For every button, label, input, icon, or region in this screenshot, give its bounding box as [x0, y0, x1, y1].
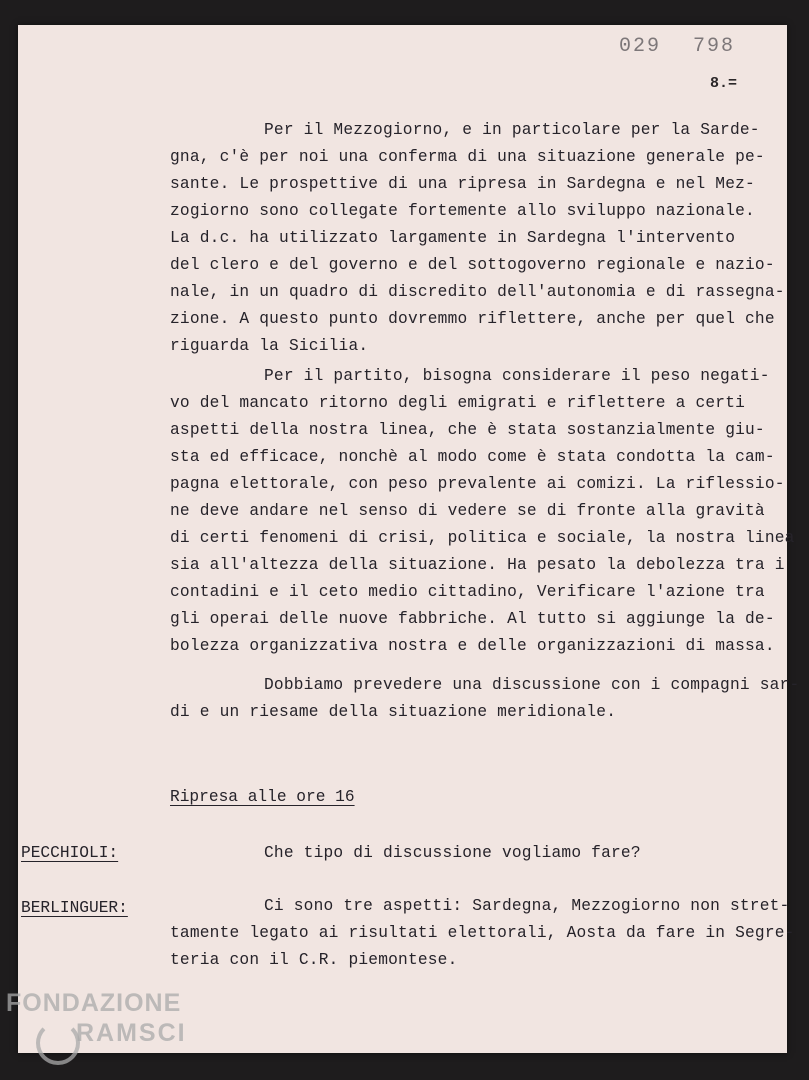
- section-heading: Ripresa alle ore 16: [170, 788, 355, 806]
- paragraph-2-line: aspetti della nostra linea, che è stata sostanzialmente giu-: [170, 421, 765, 439]
- paragraph-1-line: Per il Mezzogiorno, e in particolare per la Sarde-: [264, 121, 760, 139]
- paragraph-1-line: zione. A questo punto dovremmo riflettere, anche per quel che: [170, 310, 775, 328]
- document-page: [18, 25, 800, 1053]
- paragraph-1-line: La d.c. ha utilizzato largamente in Sardegna l'intervento: [170, 229, 736, 247]
- paragraph-2-line: pagna elettorale, con peso prevalente ai comizi. La riflessio-: [170, 475, 785, 493]
- document-number: 029 798: [618, 35, 735, 58]
- paragraph-2-line: Per il partito, bisogna considerare il peso negati-: [264, 367, 770, 385]
- paragraph-1-line: del clero e del governo e del sottogoverno regionale e nazio-: [170, 256, 775, 274]
- paragraph-1-line: gna, c'è per noi una conferma di una situazione generale pe-: [170, 148, 765, 166]
- paragraph-1-line: zogiorno sono collegate fortemente allo sviluppo nazionale.: [170, 202, 755, 220]
- paragraph-2-line: sia all'altezza della situazione. Ha pesato la debolezza tra i: [170, 556, 785, 574]
- speaker-text-line: tamente legato ai risultati elettorali, Aosta da fare in Segre-: [170, 924, 795, 942]
- fondazione-gramsci-watermark: [0, 985, 220, 1075]
- paragraph-2-line: ne deve andare nel senso di vedere se di fronte alla gravità: [170, 502, 765, 520]
- paragraph-1-line: riguarda la Sicilia.: [170, 337, 369, 355]
- paragraph-2-line: gli operai delle nuove fabbriche. Al tutto si aggiunge la de-: [170, 610, 775, 628]
- paragraph-3-line: Dobbiamo prevedere una discussione con i compagni sar-: [264, 676, 800, 694]
- speaker-label: BERLINGUER:: [21, 899, 128, 917]
- watermark-line-1: FONDAZIONE: [6, 989, 182, 1017]
- paragraph-2-line: vo del mancato ritorno degli emigrati e riflettere a certi: [170, 394, 746, 412]
- speaker-text-line: Ci sono tre aspetti: Sardegna, Mezzogiorno non stret-: [264, 897, 790, 915]
- paragraph-2-line: sta ed efficace, nonchè al modo come è stata condotta la cam-: [170, 448, 775, 466]
- paragraph-1-line: sante. Le prospettive di una ripresa in Sardegna e nel Mez-: [170, 175, 755, 193]
- page-number: 8.=: [709, 75, 737, 92]
- watermark-g-icon: [36, 1021, 80, 1065]
- paragraph-2-line: contadini e il ceto medio cittadino, Verificare l'azione tra: [170, 583, 765, 601]
- speaker-text-line: Che tipo di discussione vogliamo fare?: [264, 844, 641, 862]
- paragraph-1-line: nale, in un quadro di discredito dell'autonomia e di rassegna-: [170, 283, 785, 301]
- watermark-line-2: RAMSCI: [76, 1019, 187, 1047]
- speaker-text-line: teria con il C.R. piemontese.: [170, 951, 458, 969]
- paragraph-3-line: di e un riesame della situazione meridionale.: [170, 703, 617, 721]
- speaker-label: PECCHIOLI:: [21, 844, 119, 862]
- paragraph-2-line: bolezza organizzativa nostra e delle organizzazioni di massa.: [170, 637, 775, 655]
- paragraph-2-line: di certi fenomeni di crisi, politica e sociale, la nostra linea: [170, 529, 795, 547]
